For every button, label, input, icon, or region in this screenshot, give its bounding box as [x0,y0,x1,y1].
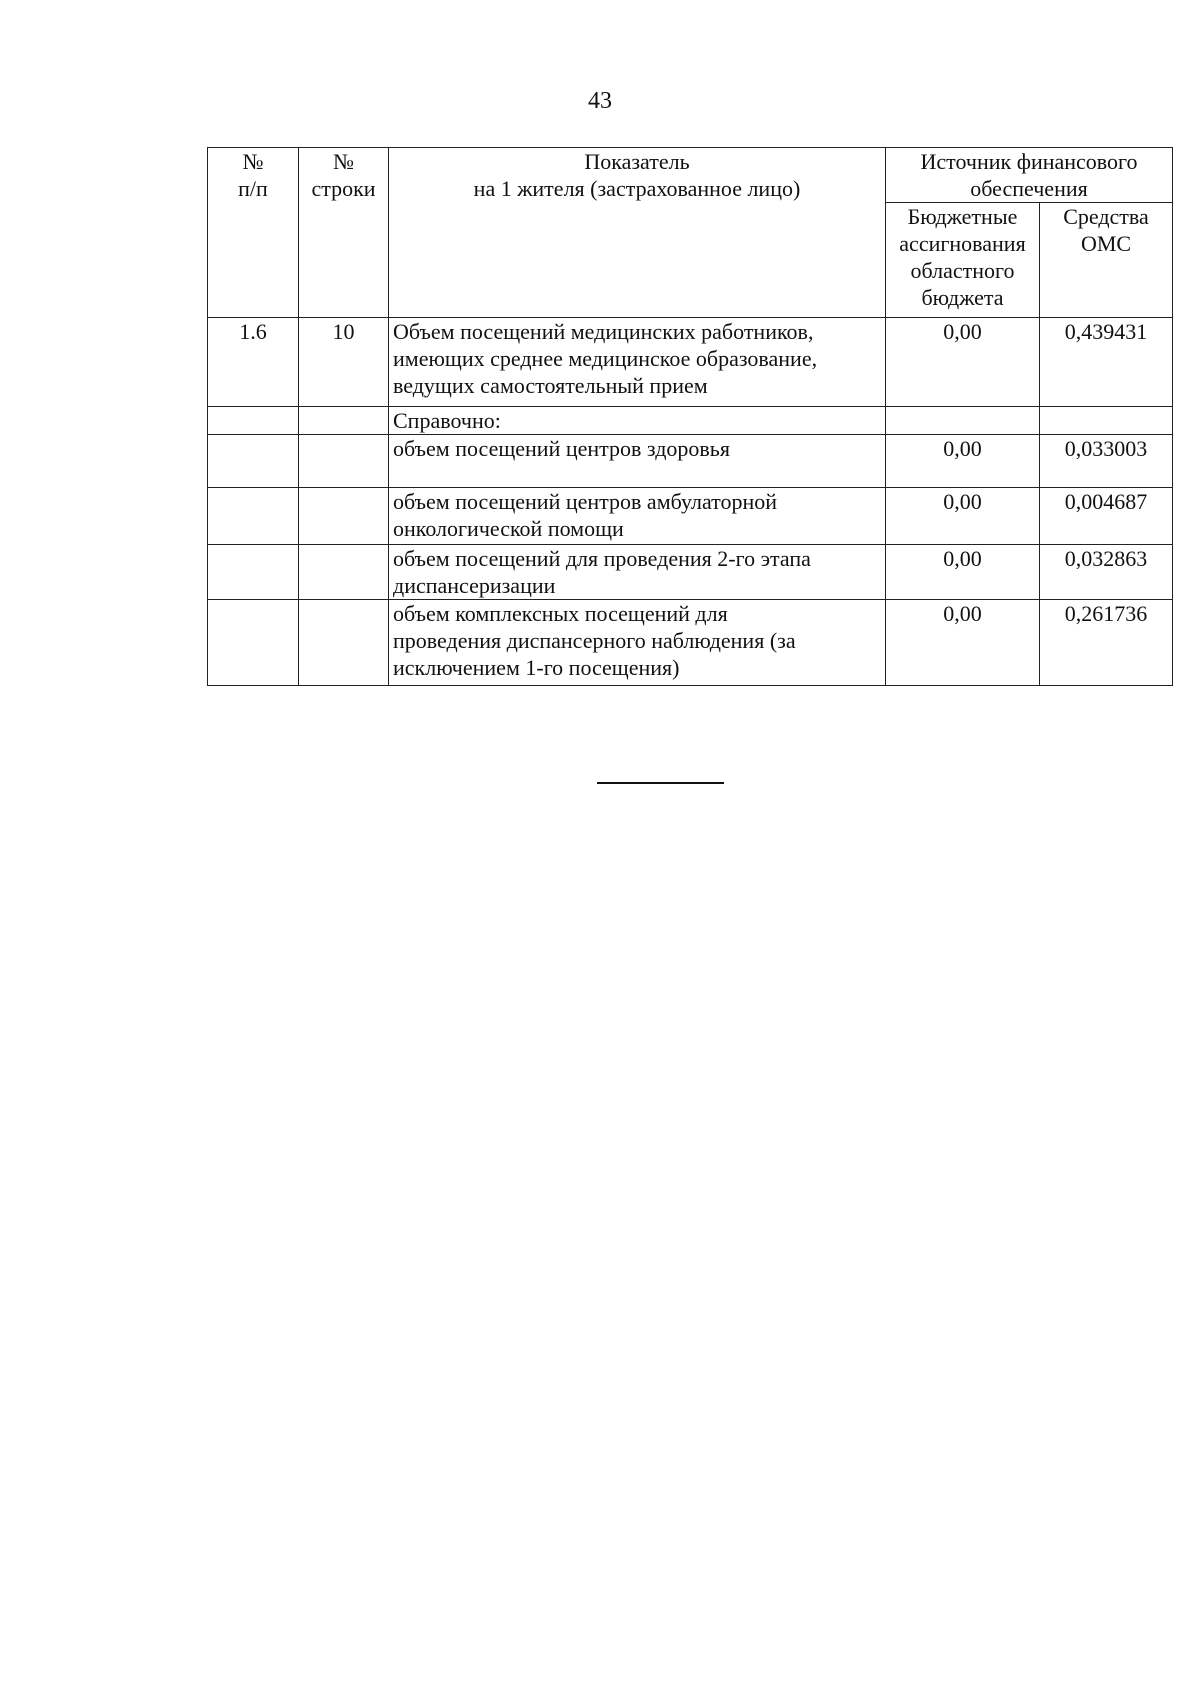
end-of-document-line [597,782,724,784]
header-indicator: Показатель на 1 жителя (застрахованное лицо) [389,148,886,318]
header-budget: Бюджетные ассигнования областного бюджета [886,203,1040,318]
cell-item-number [208,488,299,545]
cell-budget: 0,00 [886,488,1040,545]
cell-row-number [299,600,389,686]
table-row [208,545,1173,600]
cell-indicator: объем посещений центров здоровья [389,435,886,488]
cell-item-number: 1.6 [208,318,299,407]
header-item-number: № п/п [208,148,299,318]
cell-indicator: Справочно: [389,407,886,435]
cell-indicator: объем посещений для проведения 2-го этапа диспансеризации [389,545,886,600]
page-number: 43 [588,88,612,114]
cell-oms: 0,032863 [1040,545,1173,600]
cell-row-number [299,545,389,600]
header-row-number: № строки [299,148,389,318]
cell-budget: 0,00 [886,545,1040,600]
cell-row-number [299,407,389,435]
cell-row-number: 10 [299,318,389,407]
cell-item-number [208,435,299,488]
table-row [208,407,1173,435]
table-row [208,435,1173,488]
cell-row-number [299,488,389,545]
header-funding-source: Источник финансового обеспечения [886,148,1173,203]
cell-row-number [299,435,389,488]
table-row [208,600,1173,686]
cell-item-number [208,600,299,686]
cell-item-number [208,407,299,435]
table-row [208,318,1173,407]
header-oms: Средства ОМС [1040,203,1173,318]
cell-oms: 0,004687 [1040,488,1173,545]
cell-indicator: объем посещений центров амбулаторной онкологической помощи [389,488,886,545]
cell-budget: 0,00 [886,318,1040,407]
table-row [208,488,1173,545]
cell-budget [886,407,1040,435]
cell-oms: 0,033003 [1040,435,1173,488]
cell-oms [1040,407,1173,435]
cell-indicator: Объем посещений медицинских работников, имеющих среднее медицинское образование, ведущих самостоятельный прием [389,318,886,407]
cell-oms: 0,261736 [1040,600,1173,686]
cell-budget: 0,00 [886,600,1040,686]
cell-indicator: объем комплексных посещений для проведения диспансерного наблюдения (за исключением 1-го посещения) [389,600,886,686]
cell-item-number [208,545,299,600]
cell-oms: 0,439431 [1040,318,1173,407]
financing-table [207,147,1173,686]
cell-budget: 0,00 [886,435,1040,488]
